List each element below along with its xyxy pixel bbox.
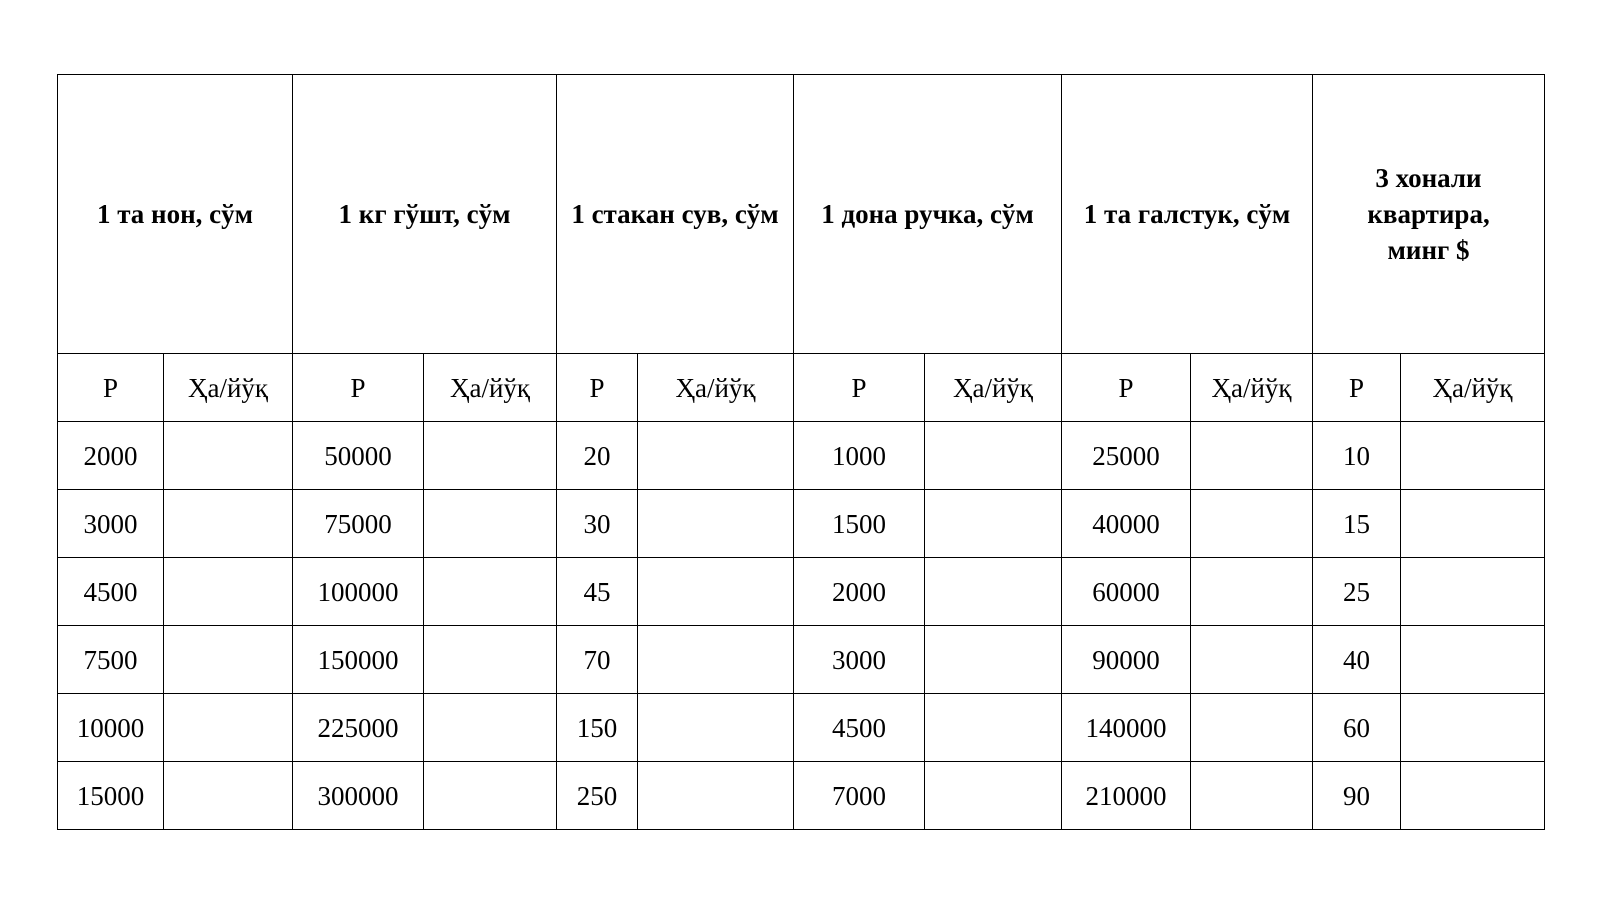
answer-cell[interactable] (164, 422, 293, 490)
subheader-row (58, 354, 1545, 422)
answer-cell[interactable] (1401, 762, 1545, 830)
price-cell: 150 (557, 694, 638, 762)
price-col-label: Р (293, 354, 424, 422)
price-cell: 10000 (58, 694, 164, 762)
answer-cell[interactable] (638, 762, 794, 830)
price-cell: 300000 (293, 762, 424, 830)
answer-cell[interactable] (1191, 694, 1313, 762)
yes-no-col-label: Ҳа/йўқ (164, 354, 293, 422)
answer-cell[interactable] (164, 626, 293, 694)
table-row (58, 626, 1545, 694)
answer-cell[interactable] (925, 626, 1062, 694)
yes-no-col-label: Ҳа/йўқ (1401, 354, 1545, 422)
header-row (58, 75, 1545, 354)
answer-cell[interactable] (925, 694, 1062, 762)
price-cell: 60000 (1062, 558, 1191, 626)
price-cell: 25000 (1062, 422, 1191, 490)
table-row (58, 422, 1545, 490)
price-cell: 210000 (1062, 762, 1191, 830)
price-cell: 1500 (794, 490, 925, 558)
price-cell: 90 (1313, 762, 1401, 830)
price-cell: 4500 (58, 558, 164, 626)
group-title-pen: 1 дона ручка, сўм (794, 75, 1062, 354)
price-cell: 150000 (293, 626, 424, 694)
group-title-meat: 1 кг гўшт, сўм (293, 75, 557, 354)
answer-cell[interactable] (1191, 558, 1313, 626)
table-row (58, 694, 1545, 762)
price-col-label: Р (557, 354, 638, 422)
price-cell: 1000 (794, 422, 925, 490)
price-cell: 7500 (58, 626, 164, 694)
answer-cell[interactable] (1401, 694, 1545, 762)
yes-no-col-label: Ҳа/йўқ (638, 354, 794, 422)
group-title-bread: 1 та нон, сўм (58, 75, 293, 354)
answer-cell[interactable] (1401, 490, 1545, 558)
answer-cell[interactable] (424, 490, 557, 558)
price-cell: 4500 (794, 694, 925, 762)
price-cell: 45 (557, 558, 638, 626)
answer-cell[interactable] (424, 422, 557, 490)
price-cell: 40 (1313, 626, 1401, 694)
price-cell: 140000 (1062, 694, 1191, 762)
answer-cell[interactable] (925, 558, 1062, 626)
price-cell: 75000 (293, 490, 424, 558)
price-cell: 30 (557, 490, 638, 558)
answer-cell[interactable] (424, 626, 557, 694)
answer-cell[interactable] (638, 626, 794, 694)
answer-cell[interactable] (638, 490, 794, 558)
answer-cell[interactable] (424, 558, 557, 626)
price-cell: 70 (557, 626, 638, 694)
price-cell: 15000 (58, 762, 164, 830)
answer-cell[interactable] (925, 422, 1062, 490)
answer-cell[interactable] (164, 490, 293, 558)
price-cell: 3000 (794, 626, 925, 694)
table-row (58, 558, 1545, 626)
price-cell: 100000 (293, 558, 424, 626)
price-cell: 20 (557, 422, 638, 490)
answer-cell[interactable] (638, 694, 794, 762)
price-cell: 2000 (794, 558, 925, 626)
answer-cell[interactable] (925, 490, 1062, 558)
price-cell: 225000 (293, 694, 424, 762)
price-cell: 3000 (58, 490, 164, 558)
yes-no-col-label: Ҳа/йўқ (424, 354, 557, 422)
answer-cell[interactable] (1191, 762, 1313, 830)
price-cell: 250 (557, 762, 638, 830)
answer-cell[interactable] (638, 422, 794, 490)
answer-cell[interactable] (424, 694, 557, 762)
price-col-label: Р (1313, 354, 1401, 422)
answer-cell[interactable] (1401, 626, 1545, 694)
price-cell: 60 (1313, 694, 1401, 762)
answer-cell[interactable] (164, 694, 293, 762)
answer-cell[interactable] (1191, 626, 1313, 694)
price-cell: 40000 (1062, 490, 1191, 558)
price-cell: 15 (1313, 490, 1401, 558)
answer-cell[interactable] (638, 558, 794, 626)
group-title-apartment: 3 хонали квартира, минг $ (1313, 75, 1545, 354)
group-title-water: 1 стакан сув, сўм (557, 75, 794, 354)
answer-cell[interactable] (424, 762, 557, 830)
price-cell: 7000 (794, 762, 925, 830)
price-table (57, 74, 1545, 830)
price-cell: 90000 (1062, 626, 1191, 694)
price-cell: 2000 (58, 422, 164, 490)
answer-cell[interactable] (1401, 422, 1545, 490)
price-cell: 25 (1313, 558, 1401, 626)
price-col-label: Р (58, 354, 164, 422)
yes-no-col-label: Ҳа/йўқ (925, 354, 1062, 422)
answer-cell[interactable] (1191, 422, 1313, 490)
yes-no-col-label: Ҳа/йўқ (1191, 354, 1313, 422)
table-row (58, 490, 1545, 558)
answer-cell[interactable] (164, 762, 293, 830)
group-title-tie: 1 та галстук, сўм (1062, 75, 1313, 354)
answer-cell[interactable] (1401, 558, 1545, 626)
table-row (58, 762, 1545, 830)
answer-cell[interactable] (164, 558, 293, 626)
price-cell: 10 (1313, 422, 1401, 490)
answer-cell[interactable] (1191, 490, 1313, 558)
price-col-label: Р (794, 354, 925, 422)
price-cell: 50000 (293, 422, 424, 490)
price-col-label: Р (1062, 354, 1191, 422)
answer-cell[interactable] (925, 762, 1062, 830)
